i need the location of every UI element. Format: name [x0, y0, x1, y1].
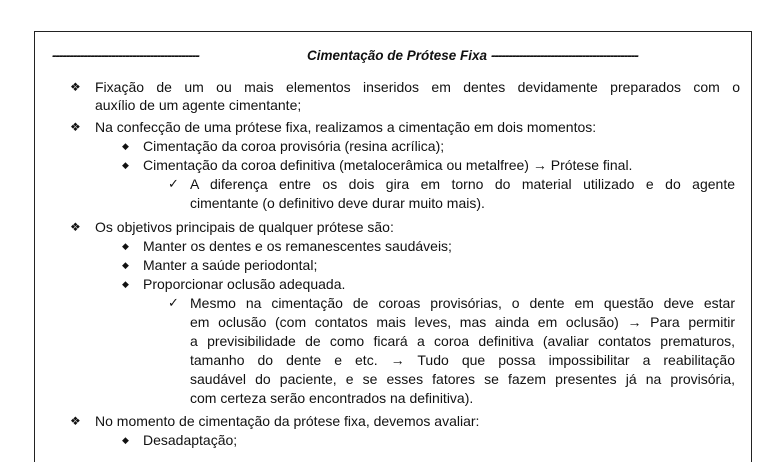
page-title: Cimentação de Prótese Fixa	[306, 48, 488, 63]
diamond-bullet-icon: ❖	[70, 80, 81, 94]
diamond-bullet-icon: ❖	[70, 220, 81, 234]
diamond-bullet-icon: ❖	[70, 120, 81, 134]
item-coroa-provisoria: Cimentação da coroa provisória (resina acrílica);	[143, 138, 445, 154]
subitem-mesmo-line3: a previsibilidade de como ficará a coroa definitiva (avaliar contatos prematuros,	[190, 333, 735, 349]
item-manter-saude: Manter a saúde periodontal;	[143, 257, 318, 273]
title-rule-left: ------------------------------------------	[52, 48, 199, 63]
square-bullet-icon: ◆	[122, 160, 129, 170]
subitem-mesmo-line4: tamanho do dente e etc. → Tudo que possa impossibilitar a reabilitação	[190, 352, 735, 368]
section-title	[52, 48, 742, 63]
square-bullet-icon: ◆	[122, 241, 129, 251]
item-desadaptacao: Desadaptação;	[143, 432, 238, 448]
item-proporcionar-oclusao: Proporcionar oclusão adequada.	[143, 276, 346, 292]
paragraph-confeccao: Na confecção de uma prótese fixa, realizamos a cimentação em dois momentos:	[95, 119, 597, 135]
paragraph-fixacao-line2: auxílio de um agente cimentante;	[95, 97, 302, 113]
square-bullet-icon: ◆	[122, 435, 129, 445]
diamond-bullet-icon: ❖	[70, 414, 81, 428]
item-coroa-definitiva: Cimentação da coroa definitiva (metalocerâmica ou metalfree) → Prótese final.	[143, 157, 633, 173]
subitem-mesmo-line1: Mesmo na cimentação de coroas provisórias, o dente em questão deve estar	[190, 295, 735, 311]
checkmark-icon: ✓	[168, 176, 179, 191]
subitem-mesmo-line5: saudável do paciente, e se esses fatores se fazem presentes já na provisória,	[190, 371, 735, 387]
paragraph-momento: No momento de cimentação da prótese fixa, devemos avaliar:	[95, 413, 480, 429]
subitem-diferenca-line1: A diferença entre os dois gira em torno do material utilizado e do agente	[190, 176, 735, 192]
subitem-diferenca-line2: cimentante (o definitivo deve durar muito mais).	[190, 195, 485, 211]
square-bullet-icon: ◆	[122, 279, 129, 289]
subitem-mesmo-line6: com certeza serão encontrados na definitiva).	[190, 390, 474, 406]
checkmark-icon: ✓	[168, 295, 179, 310]
subitem-mesmo-line2: em oclusão (com contatos mais leves, mas ainda em oclusão) → Para permitir	[190, 314, 735, 330]
title-rule-right: ------------------------------------------	[491, 48, 638, 63]
item-manter-dentes: Manter os dentes e os remanescentes saudáveis;	[143, 238, 452, 254]
square-bullet-icon: ◆	[122, 260, 129, 270]
paragraph-objetivos: Os objetivos principais de qualquer prótese são:	[95, 219, 394, 235]
square-bullet-icon: ◆	[122, 141, 129, 151]
paragraph-fixacao-line1: Fixação de um ou mais elementos inseridos em dentes devidamente preparados com o	[95, 79, 740, 95]
